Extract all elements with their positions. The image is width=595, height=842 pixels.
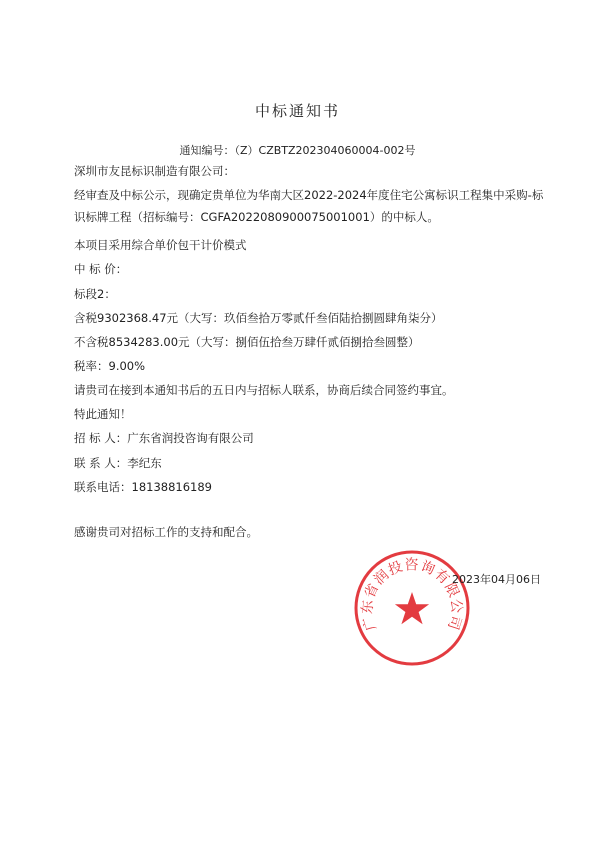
instruction-line: 请贵司在接到本通知书后的五日内与招标人联系，协商后续合同签约事宜。 bbox=[74, 383, 454, 397]
document-title: 中标通知书 bbox=[254, 102, 340, 120]
contact-person-line: 联 系 人：李纪东 bbox=[74, 456, 162, 470]
tenderer-line: 招 标 人：广东省润投咨询有限公司 bbox=[74, 431, 254, 445]
tax-excluded-price: 不含税8534283.00元（大写：捌佰伍拾叁万肆仟贰佰捌拾叁圆整） bbox=[74, 335, 420, 349]
seal-text: 广东省润投咨询有限公司 bbox=[359, 557, 465, 633]
recipient-line: 深圳市友昆标识制造有限公司： bbox=[74, 164, 235, 178]
contact-phone-line: 联系电话：18138816189 bbox=[74, 480, 212, 494]
star-icon bbox=[395, 592, 429, 624]
company-seal-stamp bbox=[352, 548, 472, 668]
tax-rate: 税率：9.00% bbox=[74, 359, 146, 373]
pricing-mode: 本项目采用综合单价包干计价模式 bbox=[74, 238, 247, 252]
notice-number: 通知编号：（Z）CZBTZ202304060004-002号 bbox=[179, 144, 416, 157]
tax-included-price: 含税9302368.47元（大写：玖佰叁拾万零贰仟叁佰陆拾捌圆肆角柒分） bbox=[74, 311, 443, 325]
thanks-line: 感谢贵司对招标工作的支持和配合。 bbox=[74, 525, 258, 539]
issue-date: 2023年04月06日 bbox=[452, 573, 541, 586]
section-label: 标段2： bbox=[74, 287, 116, 301]
bid-price-label: 中 标 价： bbox=[74, 262, 128, 276]
intro-paragraph: 经审查及中标公示，现确定贵单位为华南大区2022-2024年度住宅公寓标识工程集中采购-标识标牌工程（招标编号：CGFA2022080900075001001）的中标人。 bbox=[74, 188, 544, 224]
closing-line: 特此通知！ bbox=[74, 407, 132, 421]
